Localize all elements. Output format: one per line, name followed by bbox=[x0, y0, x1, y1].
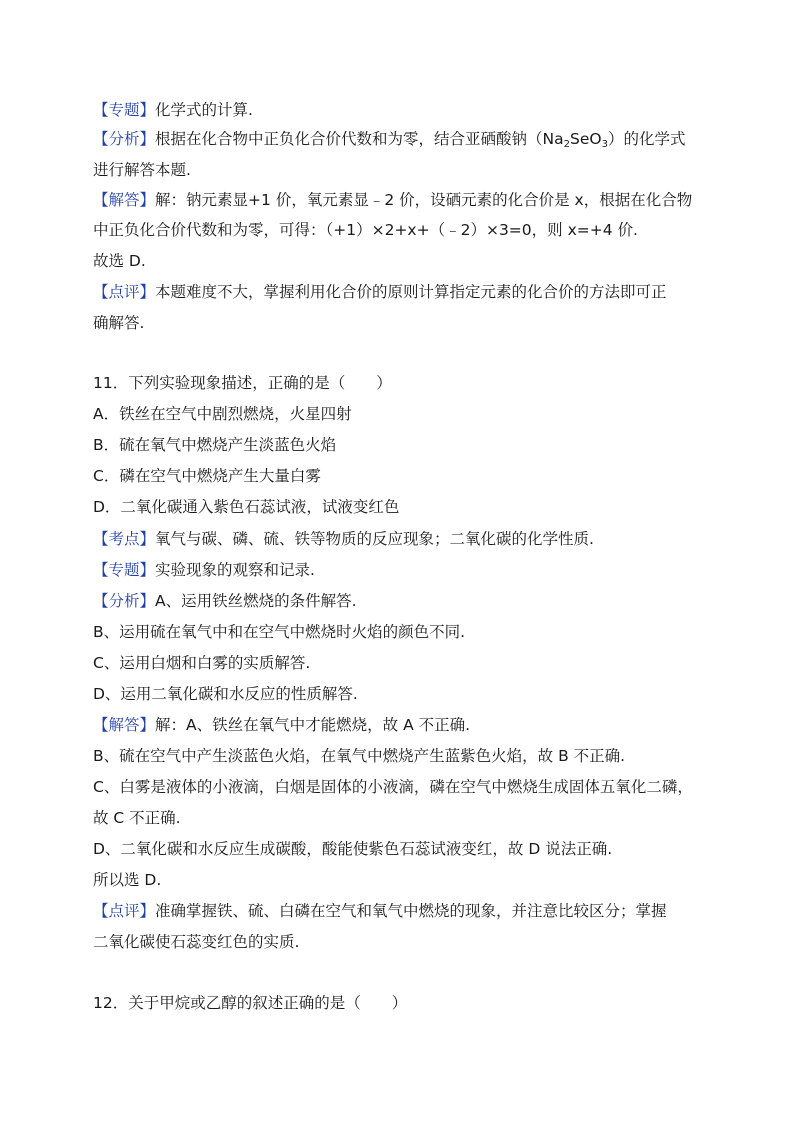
q11-jieda-line-c2: 故 C 不正确. bbox=[93, 809, 181, 827]
q10-fenxi-line bbox=[93, 128, 686, 150]
q11-option-a: A．铁丝在空气中剧烈燃烧，火星四射 bbox=[93, 405, 352, 423]
q11-jieda-line-answer: 所以选 D. bbox=[93, 871, 162, 889]
fenxi-tag: 【 分析 】 bbox=[93, 130, 155, 148]
q11-fenxi-line-b: B、运用硫在氧气中和在空气中燃烧时火焰的颜色不同. bbox=[93, 623, 466, 641]
q10-fenxi-line-2: 进行解答本题. bbox=[93, 161, 191, 179]
dianping-tag: 【 点评 】 bbox=[93, 902, 155, 920]
q11-fenxi-line-d: D、运用二氧化碳和水反应的性质解答. bbox=[93, 685, 358, 703]
zhuanti-tag: 【 专题 】 bbox=[93, 101, 155, 119]
q10-fenxi-text-b: SeO bbox=[570, 130, 602, 148]
kaodian-tag: 【 考点 】 bbox=[93, 530, 155, 548]
q10-fenxi-sub-2: 3 bbox=[601, 139, 608, 150]
q11-zhuanti-text: 实验现象的观察和记录. bbox=[155, 561, 315, 579]
q11-jieda-line-b: B、硫在空气中产生淡蓝色火焰，在氧气中燃烧产生蓝紫色火焰，故 B 不正确. bbox=[93, 747, 626, 765]
q11-option-d: D．二氧化碳通入紫色石蕊试液，试液变红色 bbox=[93, 498, 400, 516]
q11-zhuanti-line bbox=[93, 559, 315, 581]
q11-fenxi-text: A、运用铁丝燃烧的条件解答. bbox=[155, 592, 357, 610]
q11-jieda-text: 解：A、铁丝在氧气中才能燃烧，故 A 不正确. bbox=[155, 716, 471, 734]
q10-zhuanti-text: 化学式的计算. bbox=[155, 101, 253, 119]
q10-dianping-line-2: 确解答. bbox=[93, 314, 145, 332]
q11-dianping-text-1: 准确掌握铁、硫、白磷在空气和氧气中燃烧的现象，并注意比较区分；掌握 bbox=[155, 902, 667, 920]
q10-fenxi-sub-1: 2 bbox=[563, 139, 571, 150]
q11-jieda-line-c: C、白雾是液体的小液滴，白烟是固体的小液滴，磷在空气中燃烧生成固体五氧化二磷， bbox=[93, 778, 693, 796]
q10-jieda-line-2: 中正负化合价代数和为零，可得：（+1）×2+x+（﹣2）×3=0，则 x=+4 价. bbox=[93, 221, 638, 239]
q11-stem: 11．下列实验现象描述，正确的是（ ） bbox=[93, 374, 392, 392]
q10-dianping-line bbox=[93, 281, 667, 303]
q10-fenxi-text-c: ）的化学式 bbox=[607, 130, 686, 148]
q12-stem: 12．关于甲烷或乙醇的叙述正确的是（ ） bbox=[93, 994, 408, 1012]
q11-jieda-line-d: D、二氧化碳和水反应生成碳酸，酸能使紫色石蕊试液变红，故 D 说法正确. bbox=[93, 840, 613, 858]
q11-fenxi-line-c: C、运用白烟和白雾的实质解答. bbox=[93, 654, 311, 672]
q10-fenxi-text-a: 根据在化合物中正负化合价代数和为零，结合亚硒酸钠（Na bbox=[155, 130, 564, 148]
q10-jieda-text-1: 解：钠元素显+1 价，氧元素显﹣2 价，设硒元素的化合价是 x，根据在化合物 bbox=[155, 191, 693, 209]
q11-option-c: C．磷在空气中燃烧产生大量白雾 bbox=[93, 467, 321, 485]
dianping-tag: 【 点评 】 bbox=[93, 283, 155, 301]
q10-dianping-text-1: 本题难度不大，掌握利用化合价的原则计算指定元素的化合价的方法即可正 bbox=[155, 283, 667, 301]
q11-dianping-line bbox=[93, 900, 667, 922]
q11-kaodian-text: 氧气与碳、磷、硫、铁等物质的反应现象；二氧化碳的化学性质. bbox=[155, 530, 594, 548]
q11-kaodian-line bbox=[93, 528, 594, 550]
fenxi-tag: 【 分析 】 bbox=[93, 592, 155, 610]
zhuanti-tag: 【 专题 】 bbox=[93, 561, 155, 579]
q10-jieda-line bbox=[93, 189, 692, 211]
q11-fenxi-line bbox=[93, 590, 357, 612]
q10-zhuanti-line bbox=[93, 99, 253, 121]
q11-option-b: B．硫在氧气中燃烧产生淡蓝色火焰 bbox=[93, 436, 337, 454]
jieda-tag: 【 解答 】 bbox=[93, 191, 155, 209]
q11-dianping-line-2: 二氧化碳使石蕊变红色的实质. bbox=[93, 933, 300, 951]
jieda-tag: 【 解答 】 bbox=[93, 716, 155, 734]
q11-jieda-line bbox=[93, 714, 470, 736]
q10-jieda-line-3: 故选 D. bbox=[93, 252, 146, 270]
